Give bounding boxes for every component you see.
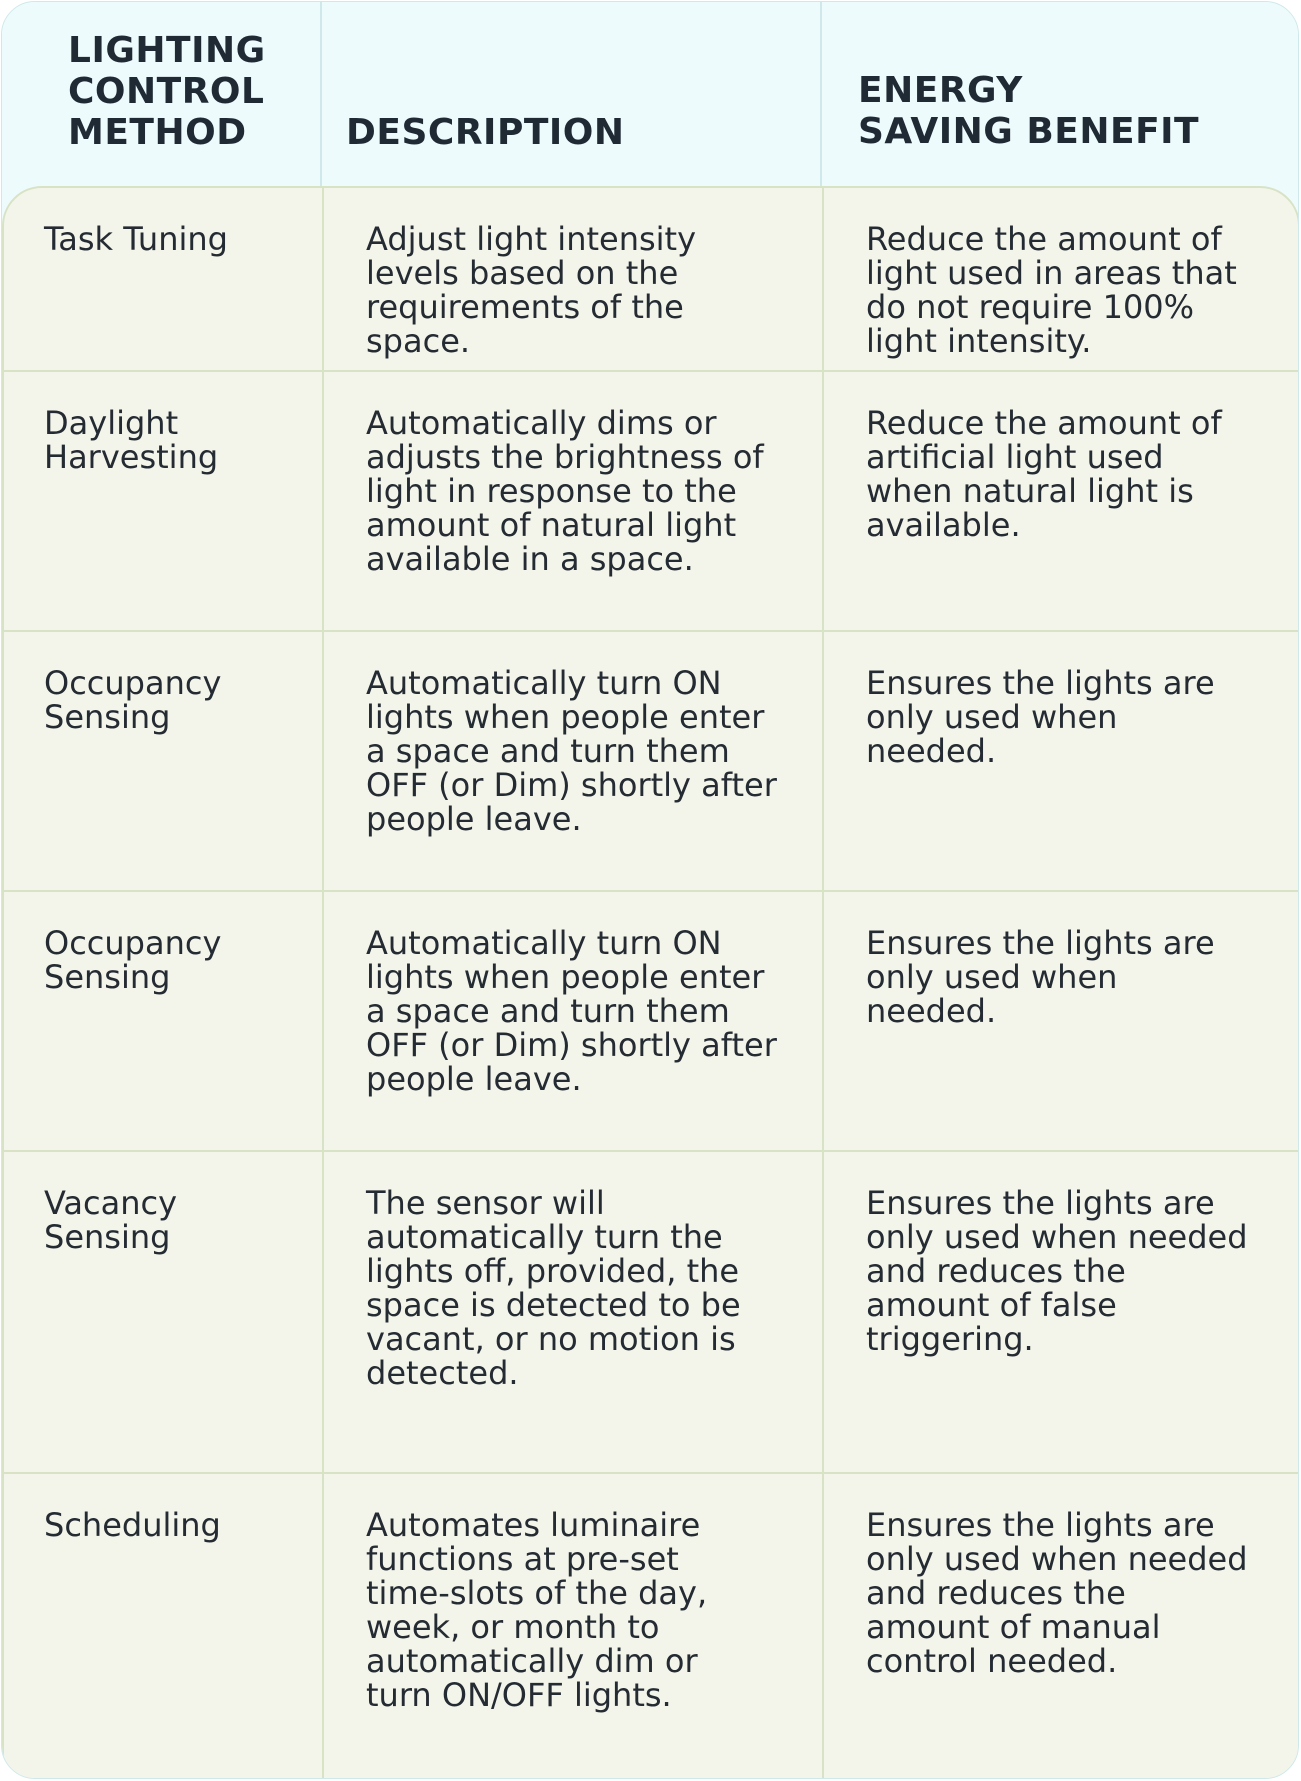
- header-description: [320, 2, 820, 186]
- method-cell: Task Tuning: [44, 220, 228, 258]
- benefit-cell: Ensures the lights are only used when needed.: [822, 632, 1299, 890]
- header-line: CONTROL: [68, 71, 265, 112]
- table-row: [4, 632, 1299, 892]
- method-cell: Scheduling: [44, 1506, 221, 1544]
- benefit-cell: Ensures the lights are only used when needed and reduces the amount of false triggering.: [822, 1152, 1299, 1472]
- benefit-cell: Reduce the amount of light used in areas that do not require 100% light intensity.: [822, 188, 1299, 370]
- header-energy-saving-benefit: [820, 2, 1299, 186]
- description-cell: Automatically dims or adjusts the brightness of light in response to the amount of natural light available in a space.: [322, 372, 822, 630]
- method-cell: Daylight Harvesting: [44, 404, 219, 476]
- table-row: [4, 1152, 1299, 1474]
- benefit-cell: Ensures the lights are only used when needed and reduces the amount of manual control needed.: [822, 1474, 1299, 1779]
- table-row: [4, 372, 1299, 632]
- lighting-control-table: [1, 1, 1299, 1779]
- header-lighting-control-method: [2, 2, 320, 186]
- method-cell: Occupancy Sensing: [44, 924, 222, 996]
- table-row: [4, 1474, 1299, 1779]
- method-cell: Occupancy Sensing: [44, 664, 222, 736]
- header-line: LIGHTING: [68, 30, 266, 71]
- header-line: DESCRIPTION: [346, 112, 625, 153]
- table-body: [2, 186, 1299, 1779]
- header-line: METHOD: [68, 112, 247, 153]
- description-cell: The sensor will automatically turn the lights off, provided, the space is detected to be vacant, or no motion is detected.: [322, 1152, 822, 1472]
- method-cell: Vacancy Sensing: [44, 1184, 178, 1256]
- description-cell: Adjust light intensity levels based on the requirements of the space.: [322, 188, 822, 370]
- header-line: ENERGY: [858, 70, 1023, 111]
- table-row: [4, 188, 1299, 372]
- description-cell: Automates luminaire functions at pre-set time-slots of the day, week, or month to automatically dim or turn ON/OFF lights.: [322, 1474, 822, 1779]
- benefit-cell: Ensures the lights are only used when needed.: [822, 892, 1299, 1150]
- table-header: [2, 2, 1299, 186]
- description-cell: Automatically turn ON lights when people enter a space and turn them OFF (or Dim) shortly after people leave.: [322, 632, 822, 890]
- description-cell: Automatically turn ON lights when people enter a space and turn them OFF (or Dim) shortly after people leave.: [322, 892, 822, 1150]
- benefit-cell: Reduce the amount of artificial light used when natural light is available.: [822, 372, 1299, 630]
- table-row: [4, 892, 1299, 1152]
- header-line: SAVING BENEFIT: [858, 111, 1200, 152]
